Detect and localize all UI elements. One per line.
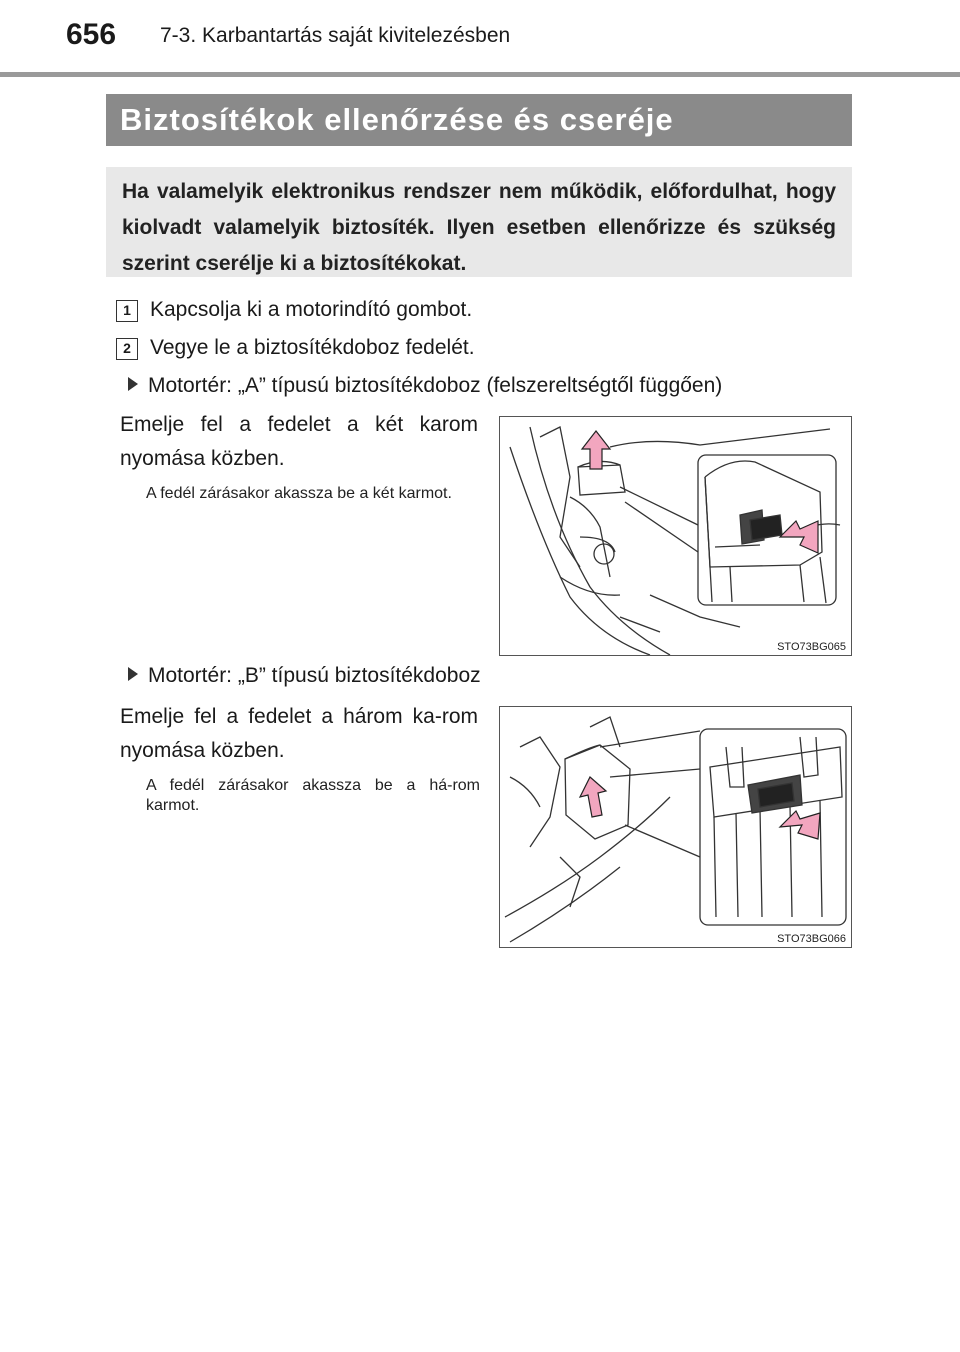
figure-code: STO73BG065 — [777, 641, 846, 653]
fusebox-a-illustration — [500, 417, 852, 656]
instruction-b: Emelje fel a fedelet a három ka-rom nyomása közben. — [120, 705, 478, 762]
bullet-fusebox-a — [128, 374, 722, 398]
arrow-press-icon — [780, 521, 818, 553]
arrow-up-icon — [580, 777, 606, 817]
bullet-text: Motortér: „B” típusú biztosítékdoboz — [148, 664, 481, 687]
step-text: Kapcsolja ki a motorindító gombot. — [150, 298, 473, 321]
figure-fusebox-a — [499, 416, 852, 656]
step-number-badge: 1 — [116, 300, 138, 322]
figure-fusebox-b — [499, 706, 852, 948]
header-rule — [0, 72, 960, 77]
page-title: Biztosítékok ellenőrzése és cseréje — [120, 102, 674, 137]
title-bar — [106, 94, 852, 146]
intro-box — [106, 167, 852, 277]
note-a: A fedél zárásakor akassza be a két karmot. — [146, 485, 452, 502]
page-number: 656 — [66, 18, 117, 51]
bullet-text: Motortér: „A” típusú biztosítékdoboz (felszereltségtől függően) — [148, 374, 723, 397]
triangle-bullet-icon — [128, 377, 138, 391]
arrow-press-icon — [780, 811, 820, 839]
step-text: Vegye le a biztosítékdoboz fedelét. — [150, 336, 475, 359]
instruction-a: Emelje fel a fedelet a két karom nyomása közben. — [120, 413, 478, 470]
note-b: A fedél zárásakor akassza be a há-rom karmot. — [146, 777, 480, 814]
section-label: 7-3. Karbantartás saját kivitelezésben — [160, 24, 511, 47]
intro-text: Ha valamelyik elektronikus rendszer nem működik, előfordulhat, hogy kiolvadt valamelyik biztosíték. Ilyen esetben ellenőrizze és szükség szerint cserélje ki a biztosítékokat. — [122, 180, 836, 275]
bullet-fusebox-b — [128, 664, 481, 688]
figure-code: STO73BG066 — [777, 933, 846, 945]
triangle-bullet-icon — [128, 667, 138, 681]
step-number-badge: 2 — [116, 338, 138, 360]
fusebox-b-illustration — [500, 707, 852, 948]
